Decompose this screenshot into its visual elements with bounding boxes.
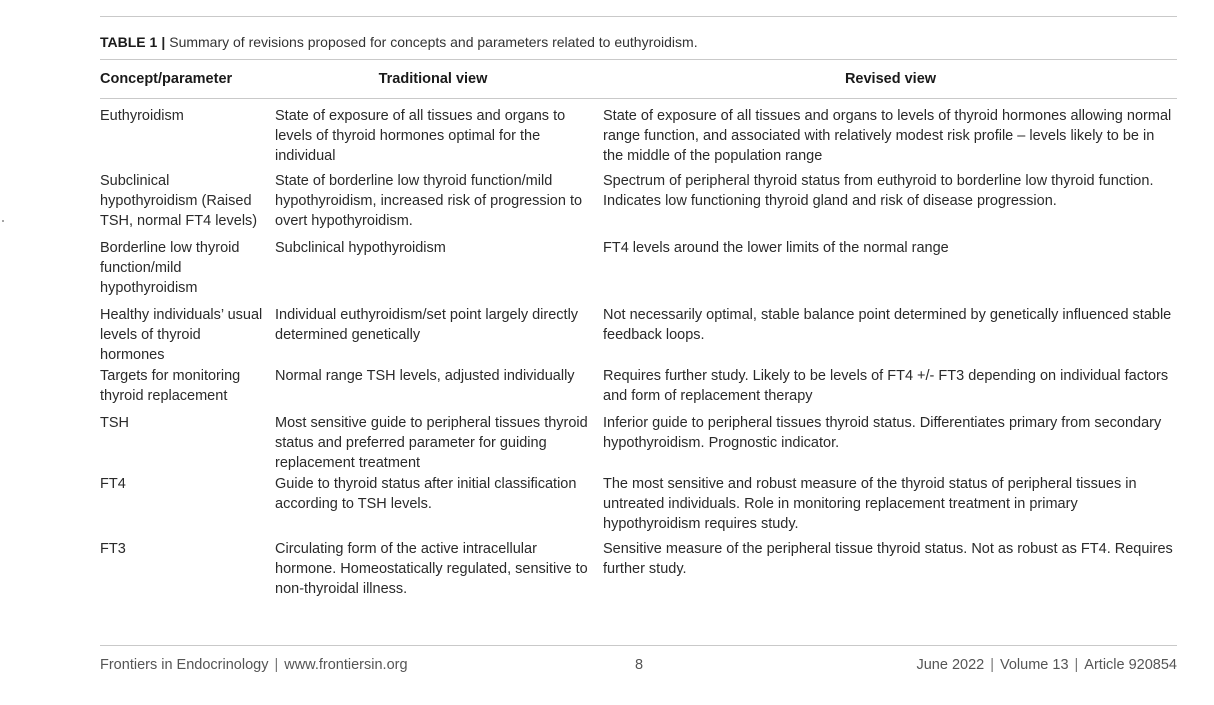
cell-concept: TSH (100, 415, 129, 431)
header-revised: Revised view (844, 71, 937, 87)
journal-name: Frontiers in Endocrinology (100, 657, 269, 673)
table-header (0, 70, 1214, 90)
header-rule (100, 98, 1177, 99)
article-number: Article 920854 (1084, 657, 1177, 673)
cell-concept: Targets for monitoring thyroid replacement (100, 368, 241, 404)
footer-left (100, 656, 408, 674)
cell-revised: State of exposure of all tissues and organs to levels of thyroid hormones allowing normal range function, and associated with relatively modest risk profile – levels likely to be in the middle of the population range (603, 108, 1172, 164)
cell-traditional: Subclinical hypothyroidism (275, 240, 446, 256)
cell-traditional: Guide to thyroid status after initial classification according to TSH levels. (275, 476, 577, 512)
cell-concept: Subclinical hypothyroidism (Raised TSH, normal FT4 levels) (100, 173, 258, 229)
cell-traditional: State of exposure of all tissues and organs to levels of thyroid hormones optimal for the individual (275, 108, 566, 164)
cell-revised: Spectrum of peripheral thyroid status from euthyroid to borderline low thyroid function. Indicates low functioning thyroid gland and risk of disease progression. (603, 173, 1154, 209)
cell-traditional: State of borderline low thyroid function/mild hypothyroidism, increased risk of progression to overt hypothyroidism. (275, 173, 583, 229)
caption-rule (100, 59, 1177, 60)
cell-revised: FT4 levels around the lower limits of the normal range (603, 240, 949, 256)
footer-separator: | (990, 657, 994, 673)
cell-revised: Sensitive measure of the peripheral tissue thyroid status. Not as robust as FT4. Requires further study. (603, 541, 1173, 577)
header-traditional: Traditional view (378, 71, 488, 87)
cell-traditional: Circulating form of the active intracellular hormone. Homeostatically regulated, sensitive to non-thyroidal illness. (275, 541, 588, 597)
cell-concept: Euthyroidism (100, 108, 184, 124)
publication-date: June 2022 (916, 657, 985, 673)
volume: Volume 13 (999, 657, 1069, 673)
caption-separator: | (161, 34, 166, 50)
header-concept: Concept/parameter (100, 71, 233, 87)
footer-right (916, 656, 1177, 674)
page-number: 8 (634, 657, 644, 673)
top-rule (100, 16, 1177, 17)
table-label: TABLE 1 (100, 34, 158, 50)
cell-traditional: Normal range TSH levels, adjusted individually (275, 368, 575, 384)
cell-concept: Borderline low thyroid function/mild hypothyroidism (100, 240, 240, 296)
website-link[interactable]: www.frontiersin.org (284, 657, 408, 673)
cell-concept: FT4 (100, 476, 126, 492)
cell-traditional: Most sensitive guide to peripheral tissues thyroid status and preferred parameter for guiding replacement treatment (275, 415, 588, 471)
footer-separator: | (1074, 657, 1079, 673)
cell-concept: FT3 (100, 541, 126, 557)
cell-revised: The most sensitive and robust measure of the thyroid status of peripheral tissues in untreated individuals. Role in monitoring replacement treatment in primary hypothyroidism requires study. (603, 476, 1137, 532)
margin-dot (2, 220, 4, 222)
cell-revised: Requires further study. Likely to be levels of FT4 +/- FT3 depending on individual factors and form of replacement therapy (603, 368, 1169, 404)
caption-text: Summary of revisions proposed for concepts and parameters related to euthyroidism. (169, 34, 698, 50)
cell-revised: Inferior guide to peripheral tissues thyroid status. Differentiates primary from secondary hypothyroidism. Prognostic indicator. (603, 415, 1162, 451)
footer-rule (100, 645, 1177, 646)
table-caption (100, 33, 698, 51)
cell-concept: Healthy individuals’ usual levels of thyroid hormones (100, 307, 263, 363)
footer-separator: | (274, 657, 279, 673)
cell-traditional: Individual euthyroidism/set point largely directly determined genetically (275, 307, 579, 343)
cell-revised: Not necessarily optimal, stable balance point determined by genetically influenced stable feedback loops. (603, 307, 1172, 343)
